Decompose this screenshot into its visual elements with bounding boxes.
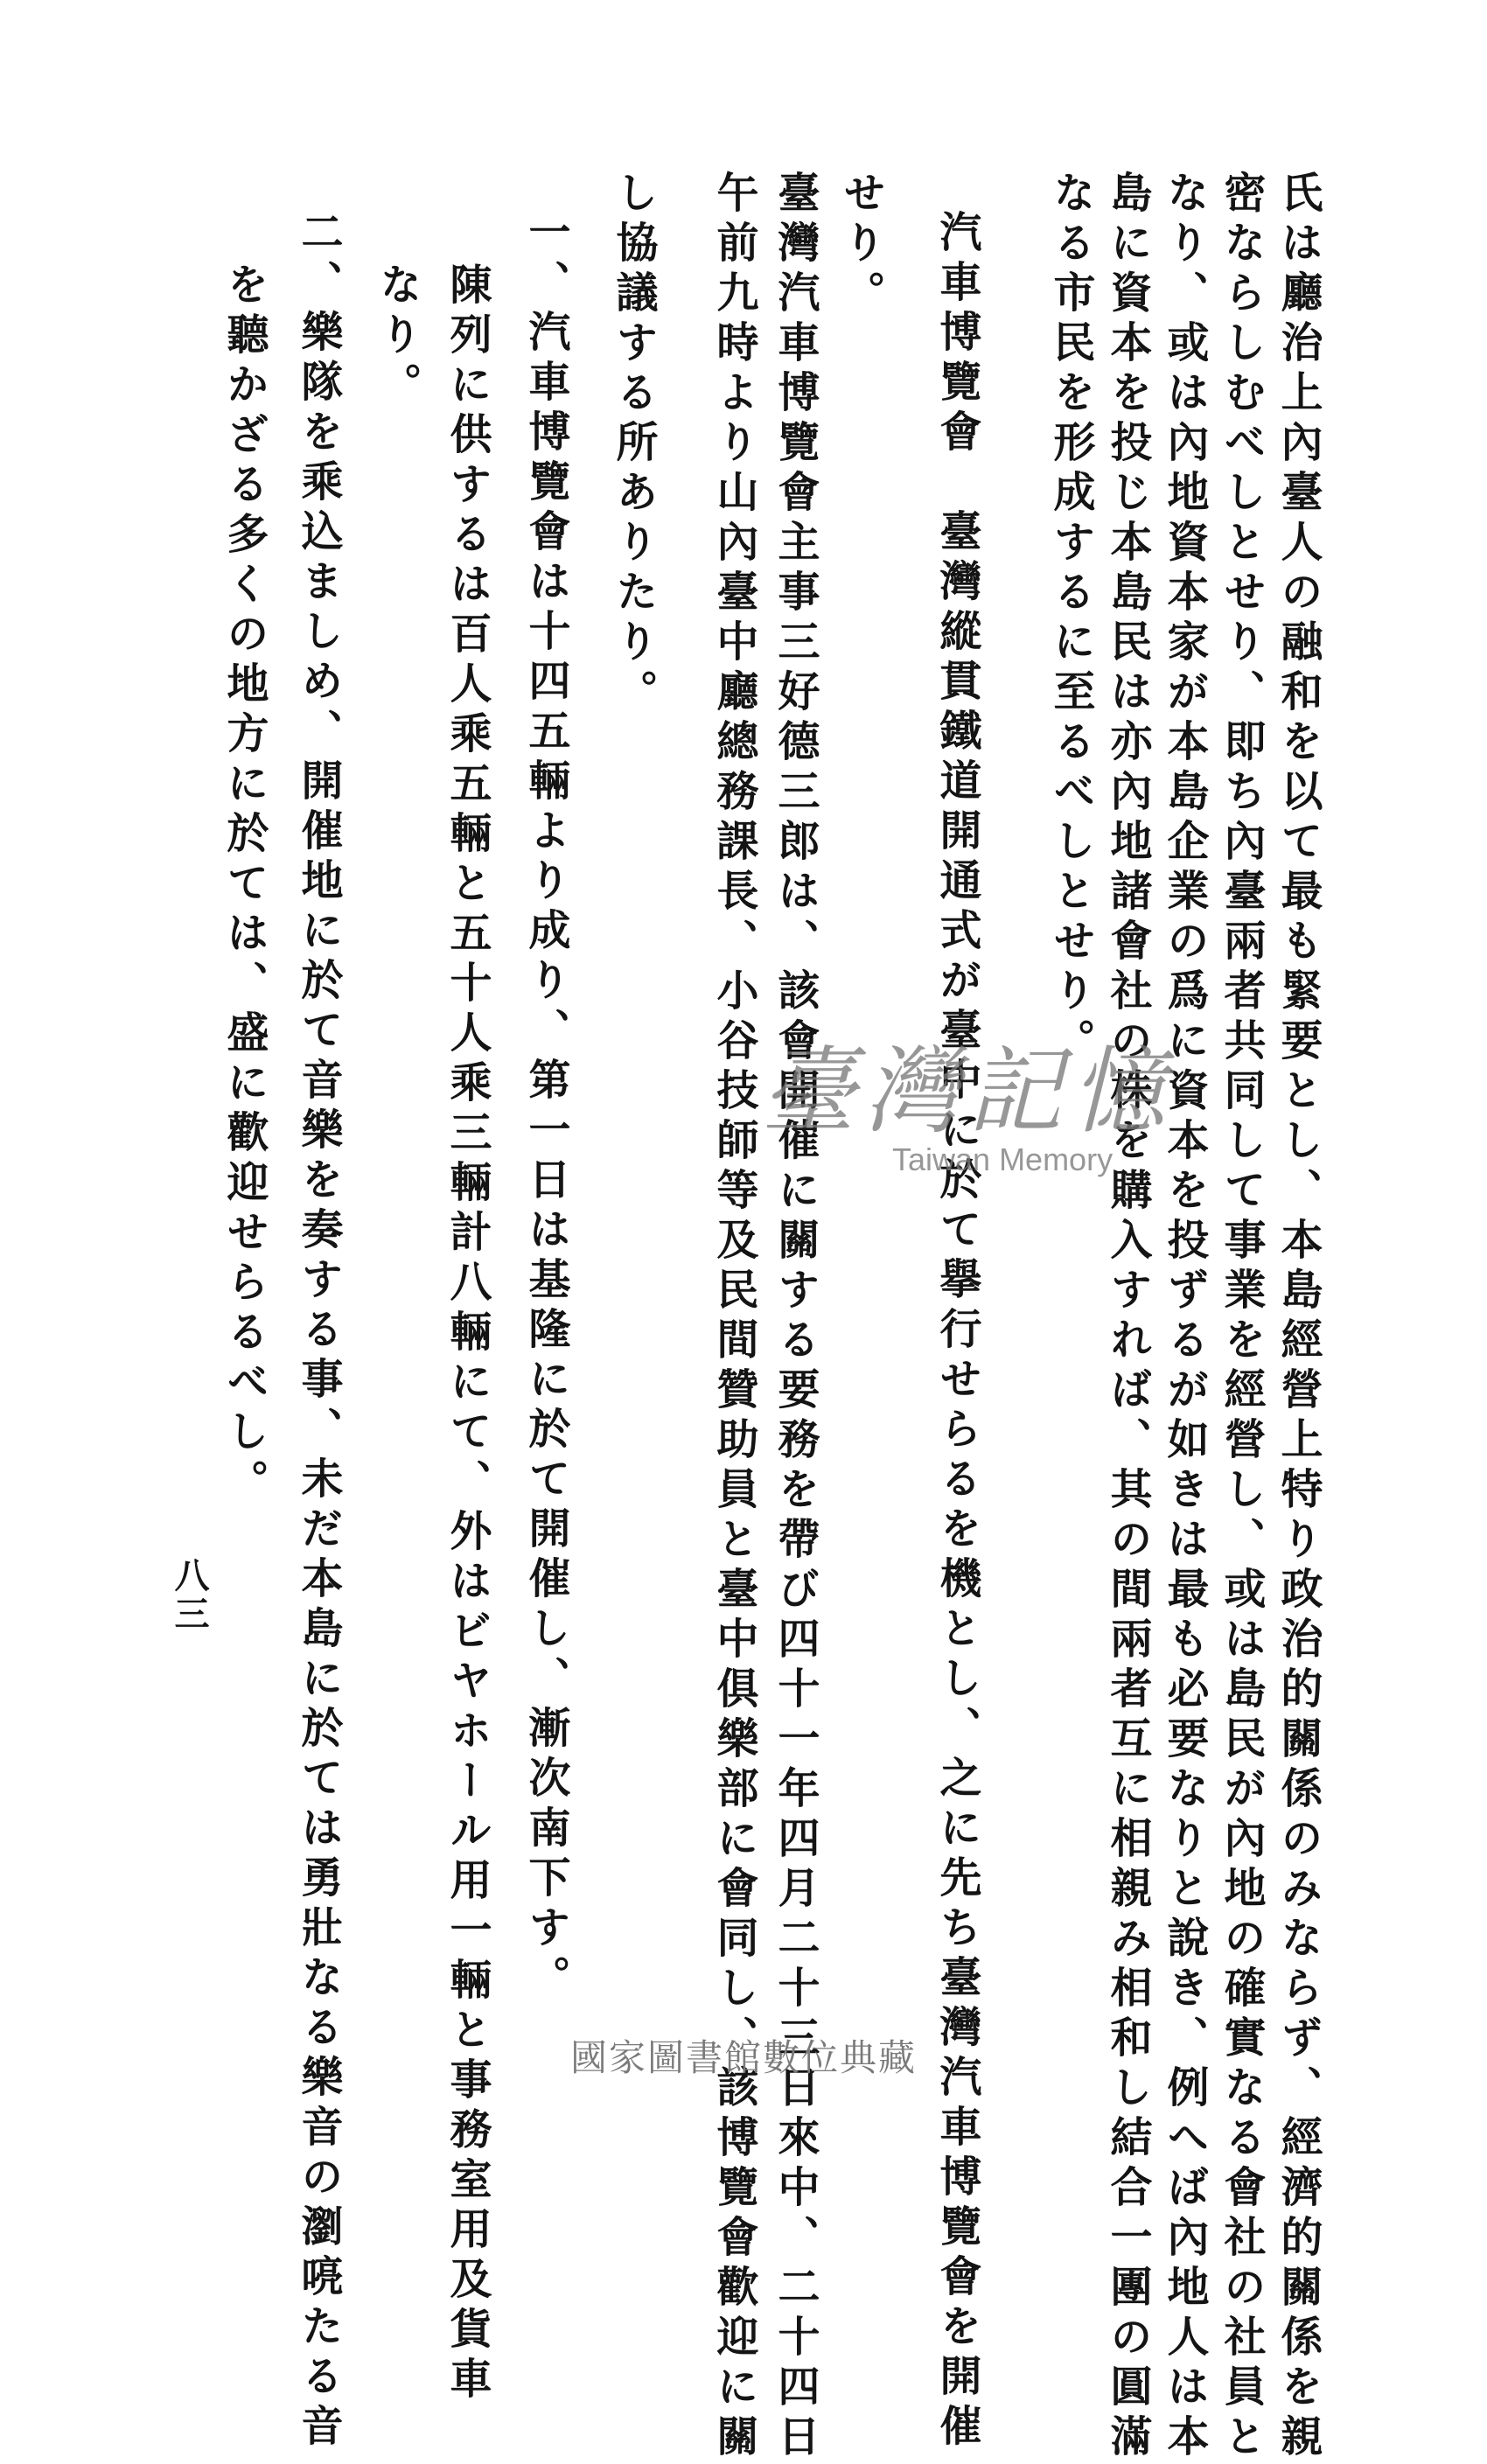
text-column: 氏は廳治上內臺人の融和を以て最も緊要とし、本島經營上特り政治的關係のみならず、經濟的關係を親	[1274, 171, 1323, 2464]
text-column: 陳列に供するは百人乘五輛と五十人乘三輛計八輛にて、外はビヤホール用一輛と事務室用及貨車	[443, 262, 492, 2406]
text-column: 午前九時より山內臺中廳總務課長、小谷技師等及民間贊助員と臺中俱樂部に會同し、該博覽會歡迎に關	[709, 171, 758, 2464]
watermark-en: Taiwan Memory	[892, 1141, 1114, 1177]
text-column: なり、或は內地資本家が本島企業の爲に資本を投ずるが如きは最も必要なりと說き、例へば內地人は本	[1160, 171, 1209, 2464]
text-column: し協議する所ありたり。	[609, 171, 658, 719]
text-column: 一、汽車博覽會は十四五輛より成り、第一日は基隆に於て開催し、漸次南下す。	[521, 210, 570, 2005]
page-number: 八三	[169, 1557, 210, 1634]
footer-credit: 國家圖書館數位典藏	[569, 2036, 917, 2079]
text-column: 島に資本を投じ本島民は亦內地諸會社の株を購入すれば、其の間兩者互に相親み相和し結合一團の圓滿	[1103, 171, 1152, 2464]
text-column: 二、樂隊を乘込ましめ、開催地に於て音樂を奏する事、未だ本島に於ては勇壯なる樂音の瀏喨たる音	[294, 210, 343, 2454]
text-column: 密ならしむべしとせり、即ち內臺兩者共同して事業を經營し、或は島民が內地の確實なる會社の社員と	[1217, 171, 1266, 2464]
text-column: せり。	[836, 171, 885, 320]
text-column: を聽かざる多くの地方に於ては、盛に歡迎せらるべし。	[220, 262, 269, 1509]
text-column: なり。	[373, 262, 422, 412]
text-column: 汽車博覽會 臺灣縱貫鐵道開通式が臺中に於て擧行せらるを機とし、之に先ち臺灣汽車博覽會を開催	[932, 210, 981, 2454]
watermark-zh: 臺灣記憶	[761, 1037, 1175, 1147]
text-column: 臺灣汽車博覽會主事三好德三郎は、該會開催に關する要務を帶び四十一年四月二十三日來中、二十四日	[771, 171, 820, 2464]
text-column: なる市民を形成するに至るべしとせり。	[1046, 171, 1095, 1068]
watermark-logo	[761, 1037, 1175, 1177]
